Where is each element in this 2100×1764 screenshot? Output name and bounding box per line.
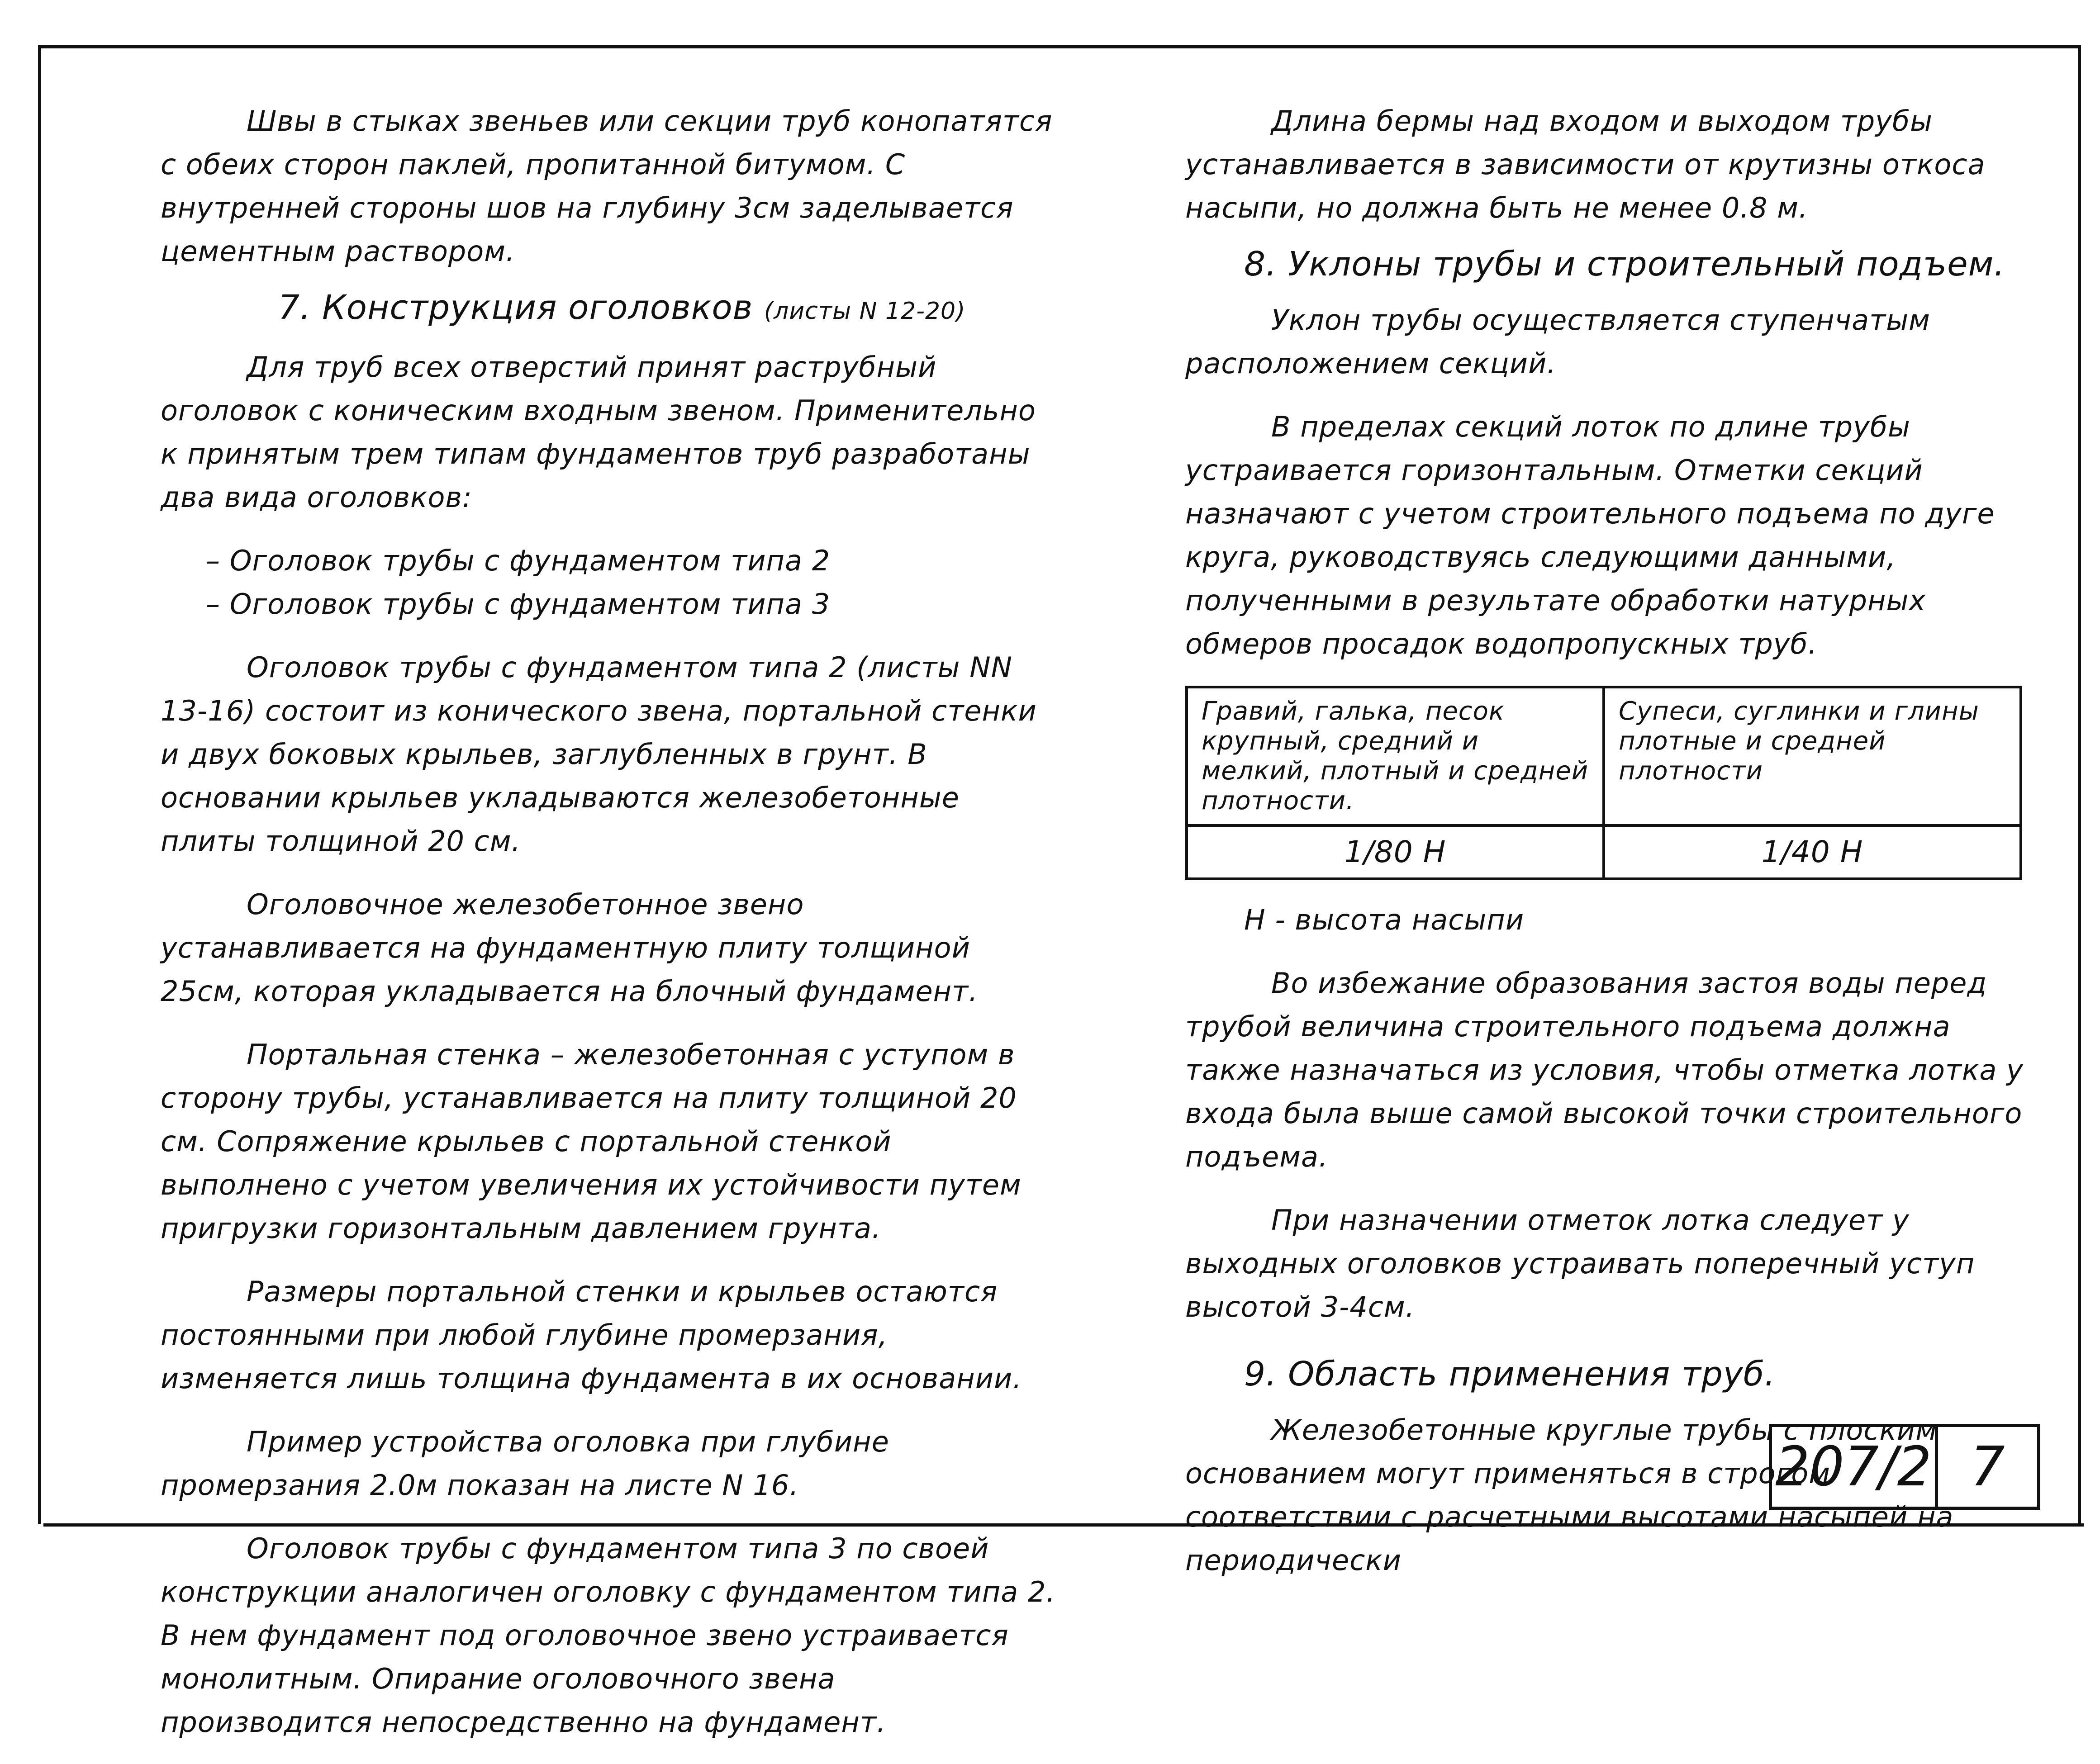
section-8-paragraph-3: Во избежание образования застоя воды перед трубой величина строительного подъема должна также назначаться из условия, чтобы отметка лотка у входа была выше самой высокой точки строительного подъема. (1185, 967, 2024, 1173)
section-8-paragraph-4: При назначении отметок лотка следует у выходных оголовков устраивать поперечный уступ высотой 3-4см. (1185, 1204, 1975, 1323)
section-9-paragraph-1: Железобетонные круглые трубы с плоским основанием могут применяться в строгом соответствии с расчетными высотами насыпей на периодически (1185, 1413, 1954, 1577)
intro-paragraph: Швы в стыках звеньев или секции труб конопатятся с обеих сторон паклей, пропитанной битумом. С внутренней стороны шов на глубину 3см заделывается цементным раствором. (161, 104, 1053, 268)
camber-table (1185, 686, 2022, 880)
section-7-paragraph-6: Пример устройства оголовка при глубине промерзания 2.0м показан на листе N 16. (161, 1425, 889, 1502)
table-header-clay-loam: Супеси, суглинки и глины плотные и средней плотности (1604, 687, 2021, 825)
section-9-heading: 9. Область применения труб. (1244, 1355, 1776, 1394)
headwall-type-item: – Оголовок трубы с фундаментом типа 2 (206, 544, 831, 577)
section-7-paragraph-1: Для труб всех отверстий принят раструбный оголовок с коническим входным звеном. Применительно к принятым трем типам фундаментов труб разработаны два вида оголовков: (161, 351, 1036, 514)
table-row (1187, 825, 2021, 879)
section-7-sheet-ref: (листы N 12-20) (764, 298, 966, 325)
right-column (1185, 100, 2036, 1602)
document-number: 207/2 (1772, 1427, 1938, 1507)
table-value-clay-loam: 1/40 Н (1604, 825, 2021, 879)
table-value-gravel-sand: 1/80 Н (1187, 825, 1604, 879)
section-8-paragraph-2: В пределах секций лоток по длине трубы устраивается горизонтальным. Отметки секций назначают с учетом строительного подъема по дуге круга, руководствуясь следующими данными, полученными в результате обработки натурных обмеров просадок водопропускных труб. (1185, 410, 1995, 660)
table-header-gravel-sand: Гравий, галька, песок крупный, средний и мелкий, плотный и средней плотности. (1187, 687, 1604, 825)
section-7-paragraph-3: Оголовочное железобетонное звено устанавливается на фундаментную плиту толщиной 25см, которая укладывается на блочный фундамент. (161, 888, 978, 1008)
section-7-paragraph-4: Портальная стенка – железобетонная с уступом в сторону трубы, устанавливается на плиту толщиной 20 см. Сопряжение крыльев с портальной стенкой выполнено с учетом увеличения их устойчивости путем пригрузки горизонтальным давлением грунта. (161, 1038, 1021, 1245)
left-column (161, 100, 1056, 1764)
table-row (1187, 687, 2021, 825)
sheet-number: 7 (1970, 1435, 2005, 1498)
table-note: Н - высота насыпи (1244, 903, 1525, 936)
section-8-paragraph-1: Уклон трубы осуществляется ступенчатым расположением секций. (1185, 303, 1930, 380)
section-7-heading (161, 282, 1056, 337)
section-8-heading: 8. Уклоны трубы и строительный подъем. (1244, 245, 2005, 284)
title-block-stamp (1769, 1424, 2040, 1510)
headwall-type-item: – Оголовок трубы с фундаментом типа 3 (206, 588, 831, 621)
section-7-title: 7. Конструкция оголовков (278, 288, 753, 327)
section-7-paragraph-2: Оголовок трубы с фундаментом типа 2 (листы NN 13-16) состоит из конического звена, портальной стенки и двух боковых крыльев, заглубленных в грунт. В основании крыльев укладываются железобетонные плиты толщиной 20 см. (161, 651, 1037, 858)
headwall-types-list (161, 539, 1056, 626)
section-7-paragraph-7: Оголовок трубы с фундаментом типа 3 по своей конструкции аналогичен оголовку с фундаментом типа 2. В нем фундамент под оголовочное звено устраивается монолитным. Опирание оголовочного звена производится непосредственно на фундамент. (161, 1532, 1056, 1739)
section-7-paragraph-5: Размеры портальной стенки и крыльев остаются постоянными при любой глубине промерзания, изменяется лишь толщина фундамента в их основании. (161, 1275, 1022, 1395)
berm-paragraph: Длина бермы над входом и выходом трубы устанавливается в зависимости от крутизны откоса насыпи, но должна быть не менее 0.8 м. (1185, 104, 1986, 224)
